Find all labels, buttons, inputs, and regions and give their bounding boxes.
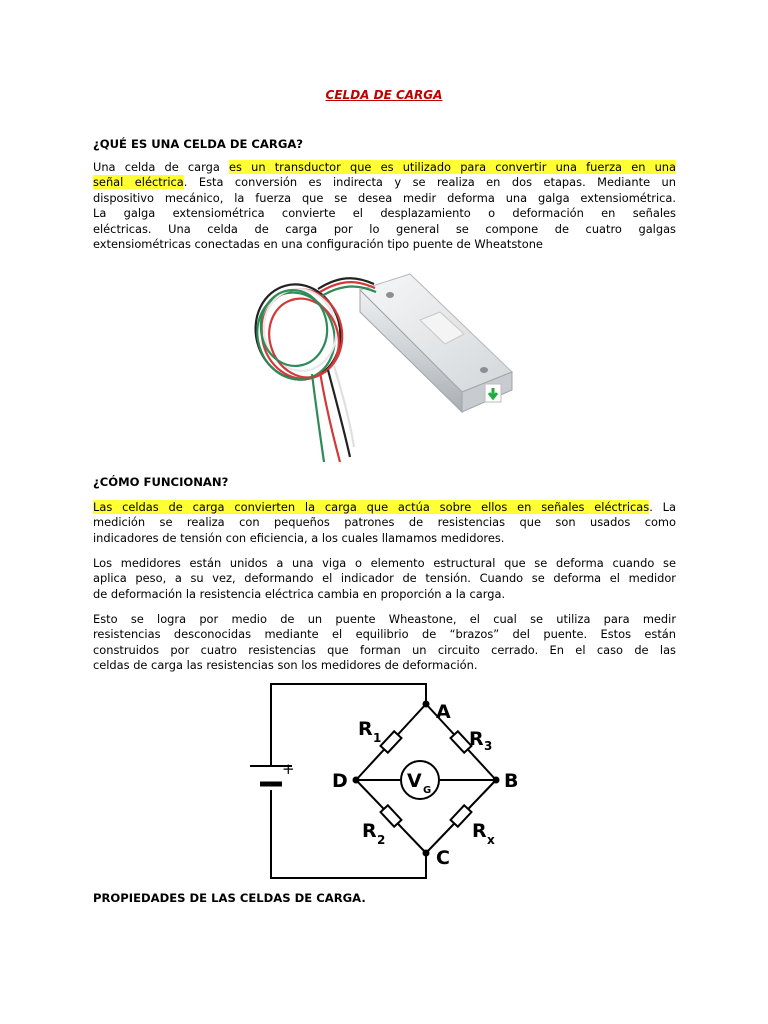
highlighted-text: es un transductor que es utilizado para convertir una fuerza en una bbox=[229, 160, 676, 174]
page-title: CELDA DE CARGA bbox=[325, 88, 443, 102]
paragraph-definition bbox=[93, 160, 676, 252]
section-heading-how-it-works: ¿CÓMO FUNCIONAN? bbox=[93, 475, 229, 489]
label-rx: R bbox=[472, 820, 487, 842]
text-line: medición se realiza con pequeños patrones de resistencias que son usados como bbox=[93, 515, 676, 530]
paragraph-how-it-works bbox=[93, 500, 676, 546]
text-line: eléctricas. Una celda de carga por lo general se compone de cuatro galgas bbox=[93, 221, 676, 236]
text-line: dispositivo mecánico, la fuerza que se desea medir deforma una galga extensiométrica. bbox=[93, 190, 676, 205]
text-line: Las celdas de carga convierten la carga que actúa sobre ellos en señales eléctricas. La bbox=[93, 500, 676, 514]
label-vg-sub: G bbox=[423, 785, 432, 796]
text-line: Una celda de carga es un transductor que es utilizado para convertir una fuerza en una bbox=[93, 160, 676, 174]
text-line: construidos por cuatro resistencias que forman un circuito cerrado. En el caso de las bbox=[93, 642, 676, 657]
highlighted-text: Las celdas de carga convierten la carga que actúa sobre ellos en señales eléctricas bbox=[93, 500, 650, 514]
node-label-d: D bbox=[332, 770, 348, 792]
text-line: indicadores de tensión con eficiencia, a los cuales llamamos medidores. bbox=[93, 530, 505, 545]
label-r1: R bbox=[358, 718, 373, 740]
label-r3: R bbox=[469, 728, 484, 750]
label-r2: R bbox=[362, 820, 377, 842]
text-line: celdas de carga las resistencias son los medidores de deformación. bbox=[93, 658, 478, 673]
label-rx-sub: x bbox=[487, 833, 495, 847]
node-label-a: A bbox=[436, 701, 451, 723]
label-r1-sub: 1 bbox=[373, 731, 382, 745]
text-line: extensiométricas conectadas en una configuración tipo puente de Wheatstone bbox=[93, 237, 543, 252]
text-line: Esto se logra por medio de un puente Wheastone, el cual se utiliza para medir bbox=[93, 612, 676, 626]
label-r3-sub: 3 bbox=[484, 739, 493, 753]
text-line: Los medidores están unidos a una viga o elemento estructural que se deforma cuando se bbox=[93, 556, 676, 570]
bridge-wires bbox=[250, 684, 496, 878]
resistor-r2 bbox=[381, 805, 402, 826]
paragraph-gauges bbox=[93, 556, 676, 602]
wheatstone-bridge-diagram bbox=[240, 678, 540, 884]
section-heading-what-is: ¿QUÉ ES UNA CELDA DE CARGA? bbox=[93, 137, 304, 151]
resistor-rx bbox=[451, 805, 472, 826]
label-vg: V bbox=[407, 770, 422, 792]
text-line: de deformación la resistencia eléctrica cambia en proporción a la carga. bbox=[93, 586, 506, 601]
text-line: aplica peso, a su vez, deformando el indicador de tensión. Cuando se deforma el medidor bbox=[93, 571, 676, 586]
resistor-r1 bbox=[381, 731, 402, 752]
section-heading-properties: PROPIEDADES DE LAS CELDAS DE CARGA. bbox=[93, 891, 366, 905]
text-line: señal eléctrica. Esta conversión es indirecta y se realiza en dos etapas. Mediante un bbox=[93, 175, 676, 190]
battery-plus-label: + bbox=[282, 760, 295, 778]
paragraph-wheatstone bbox=[93, 612, 676, 674]
label-r2-sub: 2 bbox=[377, 833, 386, 847]
load-cell-image bbox=[250, 262, 520, 467]
text-line: La galga extensiométrica convierte el desplazamiento o deformación en señales bbox=[93, 206, 676, 221]
node-label-c: C bbox=[436, 847, 450, 869]
node-label-b: B bbox=[504, 770, 519, 792]
text-line: resistencias desconocidas mediante el equilibrio de “brazos” del puente. Estos están bbox=[93, 627, 676, 642]
highlighted-text: señal eléctrica bbox=[93, 175, 184, 190]
